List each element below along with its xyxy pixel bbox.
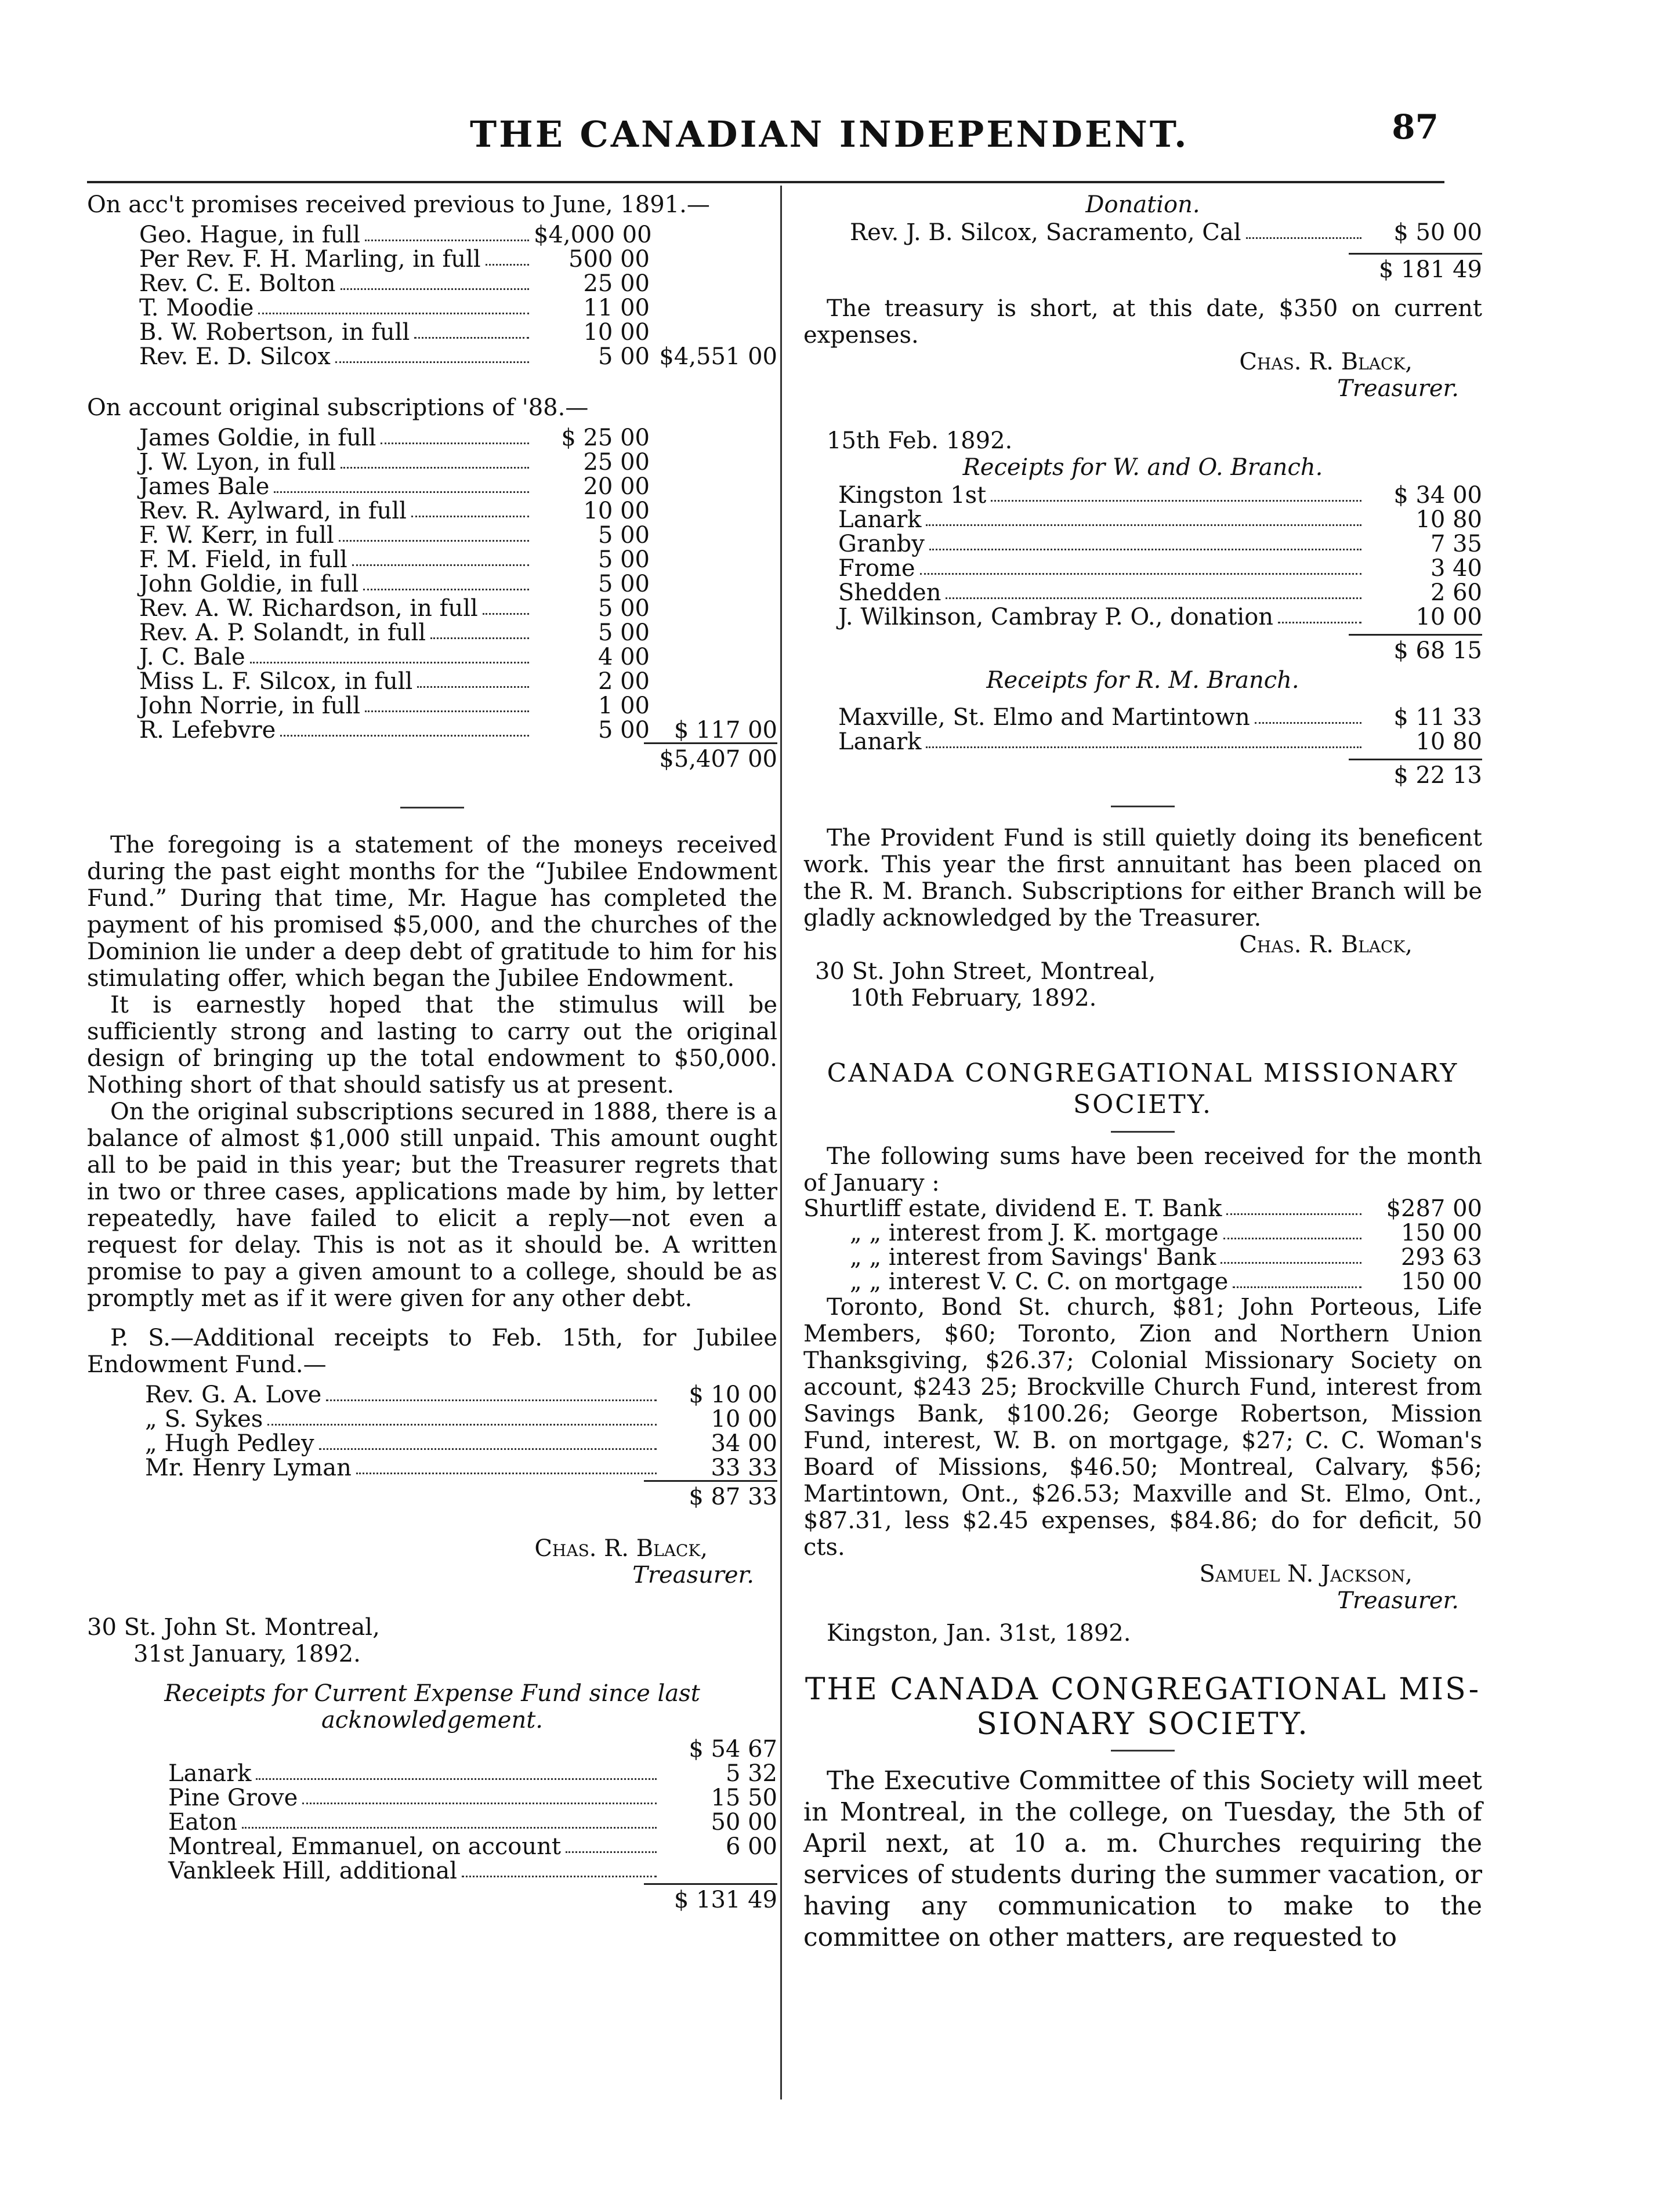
signature-name: Chas. R. Black, xyxy=(1239,931,1413,958)
ledger-row: „ „ interest V. C. C. on mortgage 150 00 xyxy=(850,1268,1482,1295)
ps-note: P. S.—Additional receipts to Feb. 15th, for Jubilee Endowment Fund.— xyxy=(87,1325,777,1378)
ledger-row: Kingston 1st $ 34 00 xyxy=(838,482,1482,509)
ledger-row: Lanark 10 80 xyxy=(838,506,1482,533)
ledger-row: J. Wilkinson, Cambray P. O., donation 10 00 xyxy=(838,604,1482,630)
place-date: Kingston, Jan. 31st, 1892. xyxy=(827,1620,1131,1647)
current-expense-total: $ 131 49 xyxy=(644,1883,777,1913)
ledger-row: „ S. Sykes 10 00 xyxy=(145,1406,777,1433)
ledger-row: Vankleek Hill, additional xyxy=(168,1859,777,1883)
executive-committee-paragraph: The Executive Committee of this Society will meet in Montreal, in the college, on Tuesday, the 5th of April next, at 10 a. m. Churches requiring the services of students during the summer vacation, or having any communication to make to the committee on other matters, are requested to xyxy=(803,1766,1482,1952)
missionary-list xyxy=(803,1196,1482,1294)
wo-branch-heading: Receipts for W. and O. Branch. xyxy=(962,454,1323,481)
missionary-society-notice-title: THE CANADA CONGREGATIONAL MIS- xyxy=(805,1672,1481,1707)
ledger-row: Miss L. F. Silcox, in full 2 00 xyxy=(139,668,650,695)
ledger-row: Rev. C. E. Bolton 25 00 xyxy=(139,270,650,297)
ledger-row: Rev. G. A. Love $ 10 00 xyxy=(145,1381,777,1408)
current-expense-total-line xyxy=(87,1883,777,1913)
donation-total: $ 181 49 xyxy=(1349,253,1482,282)
masthead xyxy=(104,107,1439,171)
ledger-row xyxy=(168,1737,777,1761)
left-column xyxy=(87,191,777,1913)
ps-total-line xyxy=(87,1480,777,1510)
donation-total-line xyxy=(803,253,1482,282)
date-line: 31st January, 1892. xyxy=(133,1641,361,1667)
address-line: 30 St. John Street, Montreal, xyxy=(815,958,1156,985)
header-rule xyxy=(87,181,1444,183)
ledger-row: Rev. A. P. Solandt, in full 5 00 xyxy=(139,619,650,646)
page-number: 87 xyxy=(1392,107,1439,147)
ps-list xyxy=(87,1383,777,1480)
grand-total-line xyxy=(87,742,777,772)
ledger-row: „ Hugh Pedley 34 00 xyxy=(145,1430,777,1457)
ledger-row: „ „ interest from Savings' Bank 293 63 xyxy=(850,1244,1482,1271)
ledger-row: Mr. Henry Lyman 33 33 xyxy=(145,1455,777,1481)
treasury-note: The treasury is short, at this date, $350 on current expenses. xyxy=(803,295,1482,349)
subscriptions-list xyxy=(87,426,777,742)
date-line: 15th Feb. 1892. xyxy=(827,427,1013,454)
ledger-row: F. W. Kerr, in full 5 00 xyxy=(139,522,650,549)
opening-balance: $ 54 67 xyxy=(689,1736,777,1763)
subscriptions-heading: On account original subscriptions of '88.— xyxy=(87,394,589,421)
missionary-society-title-2: SOCIETY. xyxy=(1073,1090,1213,1119)
section-divider xyxy=(1111,806,1175,807)
publication-title: THE CANADIAN INDEPENDENT. xyxy=(470,113,1189,155)
ledger-row: John Goldie, in full 5 00 xyxy=(139,571,650,597)
ps-total: $ 87 33 xyxy=(644,1480,777,1510)
promises-list xyxy=(87,223,777,369)
ledger-row: R. Lefebvre 5 00 $ 117 00 xyxy=(139,717,777,744)
ledger-row: Geo. Hague, in full $4,000 00 xyxy=(139,222,652,248)
rm-branch-heading: Receipts for R. M. Branch. xyxy=(986,667,1299,694)
ledger-row: Lanark 10 80 xyxy=(838,728,1482,755)
section-divider xyxy=(1111,1750,1175,1752)
address-line: 30 St. John St. Montreal, xyxy=(87,1614,380,1641)
rm-branch-list xyxy=(803,705,1482,754)
current-expense-heading: Receipts for Current Expense Fund since last xyxy=(164,1680,700,1707)
current-expense-list xyxy=(87,1737,777,1883)
donation-heading: Donation. xyxy=(1085,191,1200,218)
promises-heading: On acc't promises received previous to June, 1891.— xyxy=(87,191,710,218)
ledger-row: J. C. Bale 4 00 xyxy=(139,644,650,670)
ledger-row: Shurtliff estate, dividend E. T. Bank $287 00 xyxy=(803,1195,1482,1222)
ledger-row: Rev. R. Aylward, in full 10 00 xyxy=(139,498,650,524)
signature-name: Chas. R. Black, xyxy=(534,1535,708,1562)
ledger-row: J. W. Lyon, in full 25 00 xyxy=(139,449,650,476)
ledger-row: Montreal, Emmanuel, on account 6 00 xyxy=(168,1833,777,1860)
ledger-row: Lanark 5 32 xyxy=(168,1760,777,1787)
ledger-row: Eaton 50 00 xyxy=(168,1809,777,1836)
rm-branch-total-line xyxy=(803,759,1482,788)
promises-total: $4,551 00 xyxy=(659,343,777,370)
provident-paragraph: The Provident Fund is still quietly doing its beneficent work. This year the first annuitant has been placed on the R. M. Branch. Subscriptions for either Branch will be gladly acknowledged by the Treasurer. xyxy=(803,825,1482,931)
signature-name: Samuel N. Jackson, xyxy=(1199,1561,1413,1587)
signature-role: Treasurer. xyxy=(632,1562,754,1589)
ledger-row: Granby 7 35 xyxy=(838,531,1482,557)
ledger-row: B. W. Robertson, in full 10 00 xyxy=(139,319,650,346)
signature-role: Treasurer. xyxy=(1337,375,1459,402)
statement-paragraph: It is earnestly hoped that the stimulus will be sufficiently strong and lasting to carry out the original design of bringing up the total endowment to $50,000. Nothing short of that should satisfy us at present. xyxy=(87,992,777,1098)
statement-paragraph: On the original subscriptions secured in 1888, there is a balance of almost $1,000 still unpaid. This amount ought all to be paid in this year; but the Treasurer regrets that in two or three cases, applications made by him, by letter repeatedly, have failed to elicit a reply—not even a request for delay. This is not as it should be. A written promise to pay a given amount to a college, should be as promptly met as if it were given for any other debt. xyxy=(87,1098,777,1312)
wo-branch-list xyxy=(803,483,1482,629)
signature-name: Chas. R. Black, xyxy=(1239,349,1413,375)
ledger-row: Rev. A. W. Richardson, in full 5 00 xyxy=(139,595,650,622)
date-line: 10th February, 1892. xyxy=(850,985,1097,1011)
donation-list xyxy=(803,220,1482,245)
ledger-row: Frome 3 40 xyxy=(838,555,1482,582)
ledger-row: John Norrie, in full 1 00 xyxy=(139,692,650,719)
missionary-society-title: CANADA CONGREGATIONAL MISSIONARY xyxy=(827,1058,1459,1088)
missionary-intro: The following sums have been received for the month of January : xyxy=(803,1143,1482,1196)
section-divider xyxy=(400,807,464,808)
ledger-row: Shedden 2 60 xyxy=(838,579,1482,606)
wo-branch-total: $ 68 15 xyxy=(1349,634,1482,663)
ledger-row: T. Moodie 11 00 xyxy=(139,295,650,321)
ledger-row: „ „ interest from J. K. mortgage 150 00 xyxy=(850,1220,1482,1246)
ledger-row: Pine Grove 15 50 xyxy=(168,1785,777,1811)
current-expense-heading-2: acknowledgement. xyxy=(321,1707,544,1734)
ledger-row: Per Rev. F. H. Marling, in full 500 00 xyxy=(139,246,650,273)
ledger-row: Rev. J. B. Silcox, Sacramento, Cal $ 50 00 xyxy=(850,219,1482,246)
grand-total: $5,407 00 xyxy=(644,742,777,772)
ledger-row: James Bale 20 00 xyxy=(139,473,650,500)
missionary-society-notice-title-2: SIONARY SOCIETY. xyxy=(976,1707,1309,1742)
ledger-row: James Goldie, in full $ 25 00 xyxy=(139,425,650,451)
signature-role: Treasurer. xyxy=(1337,1587,1459,1614)
rm-branch-total: $ 22 13 xyxy=(1349,759,1482,788)
missionary-paragraph: Toronto, Bond St. church, $81; John Porteous, Life Members, $60; Toronto, Zion and Northern Union Thanksgiving, $26.37; Colonial Missionary Society on account, $243 25; Brockville Church Fund, interest from Savings Bank, $100.26; George Robertson, Mission Fund, interest, W. B. on mortgage, $27; C. C. Woman's Board of Missions, $46.50; Montreal, Calvary, $56; Martintown, Ont., $26.53; Maxville and St. Elmo, Ont., $87.31, less $2.45 expenses, $84.86; do for deficit, 50 cts. xyxy=(803,1294,1482,1561)
ledger-row: Rev. E. D. Silcox 5 00 $4,551 00 xyxy=(139,343,777,370)
ledger-row: Maxville, St. Elmo and Martintown $ 11 33 xyxy=(838,704,1482,731)
subscriptions-total: $ 117 00 xyxy=(673,717,777,744)
section-divider xyxy=(1111,1131,1175,1133)
wo-branch-total-line xyxy=(803,634,1482,663)
ledger-row: F. M. Field, in full 5 00 xyxy=(139,546,650,573)
right-column xyxy=(780,191,1482,1953)
statement-paragraph: The foregoing is a statement of the moneys received during the past eight months for the “Jubilee Endowment Fund.” During that time, Mr. Hague has completed the payment of his promised $5,000, and the churches of the Dominion lie under a deep debt of gratitude to him for his stimulating offer, which began the Jubilee Endowment. xyxy=(87,832,777,992)
